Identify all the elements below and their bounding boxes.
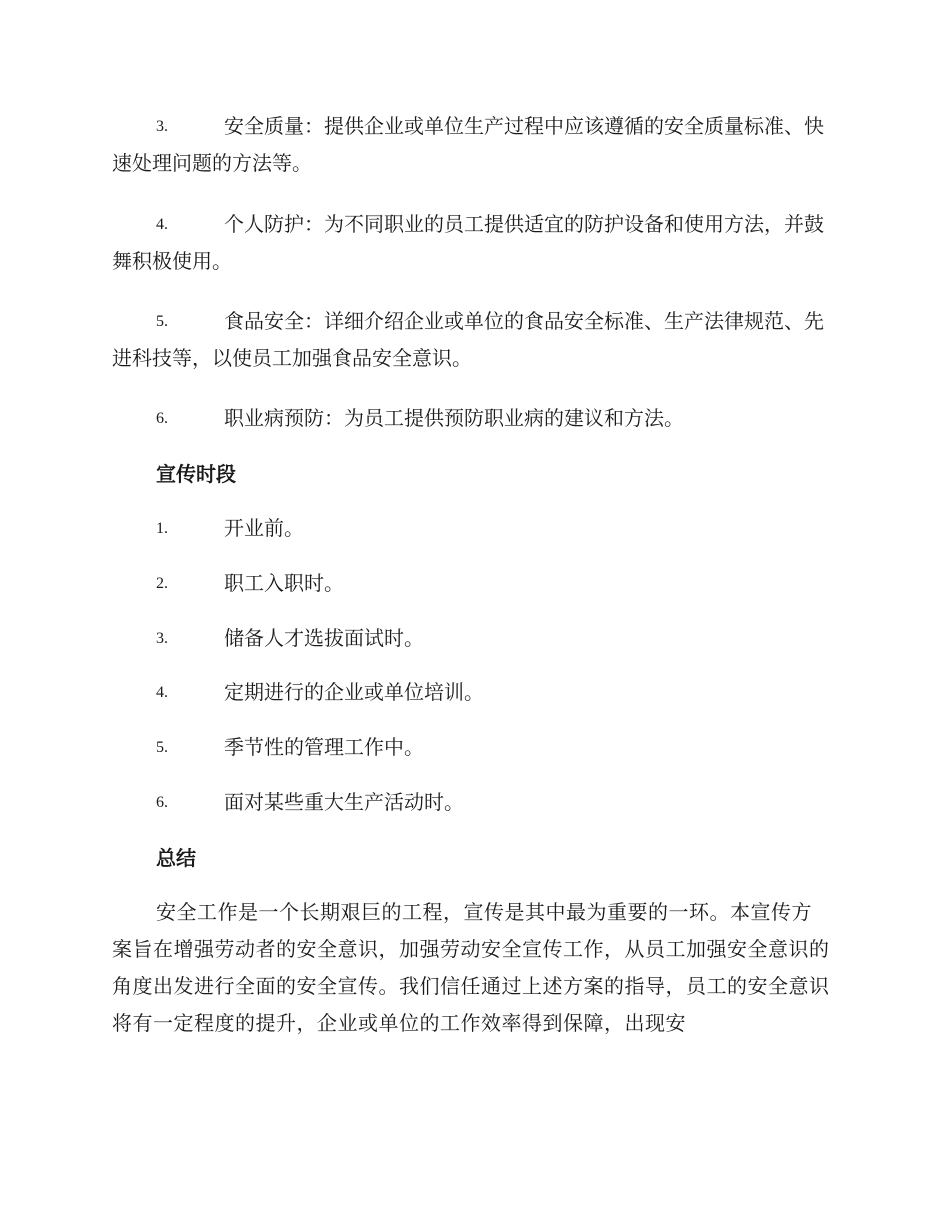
list-number: 2. [156, 575, 168, 592]
list-number: 3. [156, 630, 168, 647]
list-text: 职业病预防：为员工提供预防职业病的建议和方法。 [224, 406, 684, 430]
list-text: 开业前。 [224, 516, 304, 540]
list-number: 5. [156, 739, 168, 756]
list-text: 安全质量：提供企业或单位生产过程中应该遵循的安全质量标准、快速处理问题的方法等。 [112, 114, 824, 175]
list-number: 1. [156, 520, 168, 537]
list-text: 季节性的管理工作中。 [224, 735, 424, 759]
list-number: 4. [156, 684, 168, 701]
list-number: 6. [156, 794, 168, 811]
summary-paragraph: 安全工作是一个长期艰巨的工程，宣传是其中最为重要的一环。本宣传方案旨在增强劳动者的安全意识，加强劳动安全宣传工作，从员工加强安全意识的角度出发进行全面的安全宣传。我们信任通过上述方案的指导，员工的安全意识将有一定程度的提升，企业或单位的工作效率得到保障，出现安 [112, 900, 830, 1035]
section-heading-schedule: 宣传时段 [156, 462, 236, 486]
list-number: 3. [156, 118, 168, 135]
list-item [112, 108, 832, 182]
list-number: 4. [156, 216, 168, 233]
list-text: 个人防护：为不同职业的员工提供适宜的防护设备和使用方法，并鼓舞积极使用。 [112, 212, 824, 273]
list-number: 6. [156, 410, 168, 427]
list-item [112, 303, 832, 377]
list-text: 职工入职时。 [224, 571, 344, 595]
list-text: 储备人才选拔面试时。 [224, 626, 424, 650]
list-item [112, 206, 832, 280]
list-number: 5. [156, 313, 168, 330]
list-text: 定期进行的企业或单位培训。 [224, 680, 484, 704]
section-heading-summary: 总结 [156, 846, 196, 870]
list-text: 面对某些重大生产活动时。 [224, 790, 464, 814]
list-text: 食品安全：详细介绍企业或单位的食品安全标准、生产法律规范、先进科技等，以使员工加强食品安全意识。 [112, 309, 824, 370]
